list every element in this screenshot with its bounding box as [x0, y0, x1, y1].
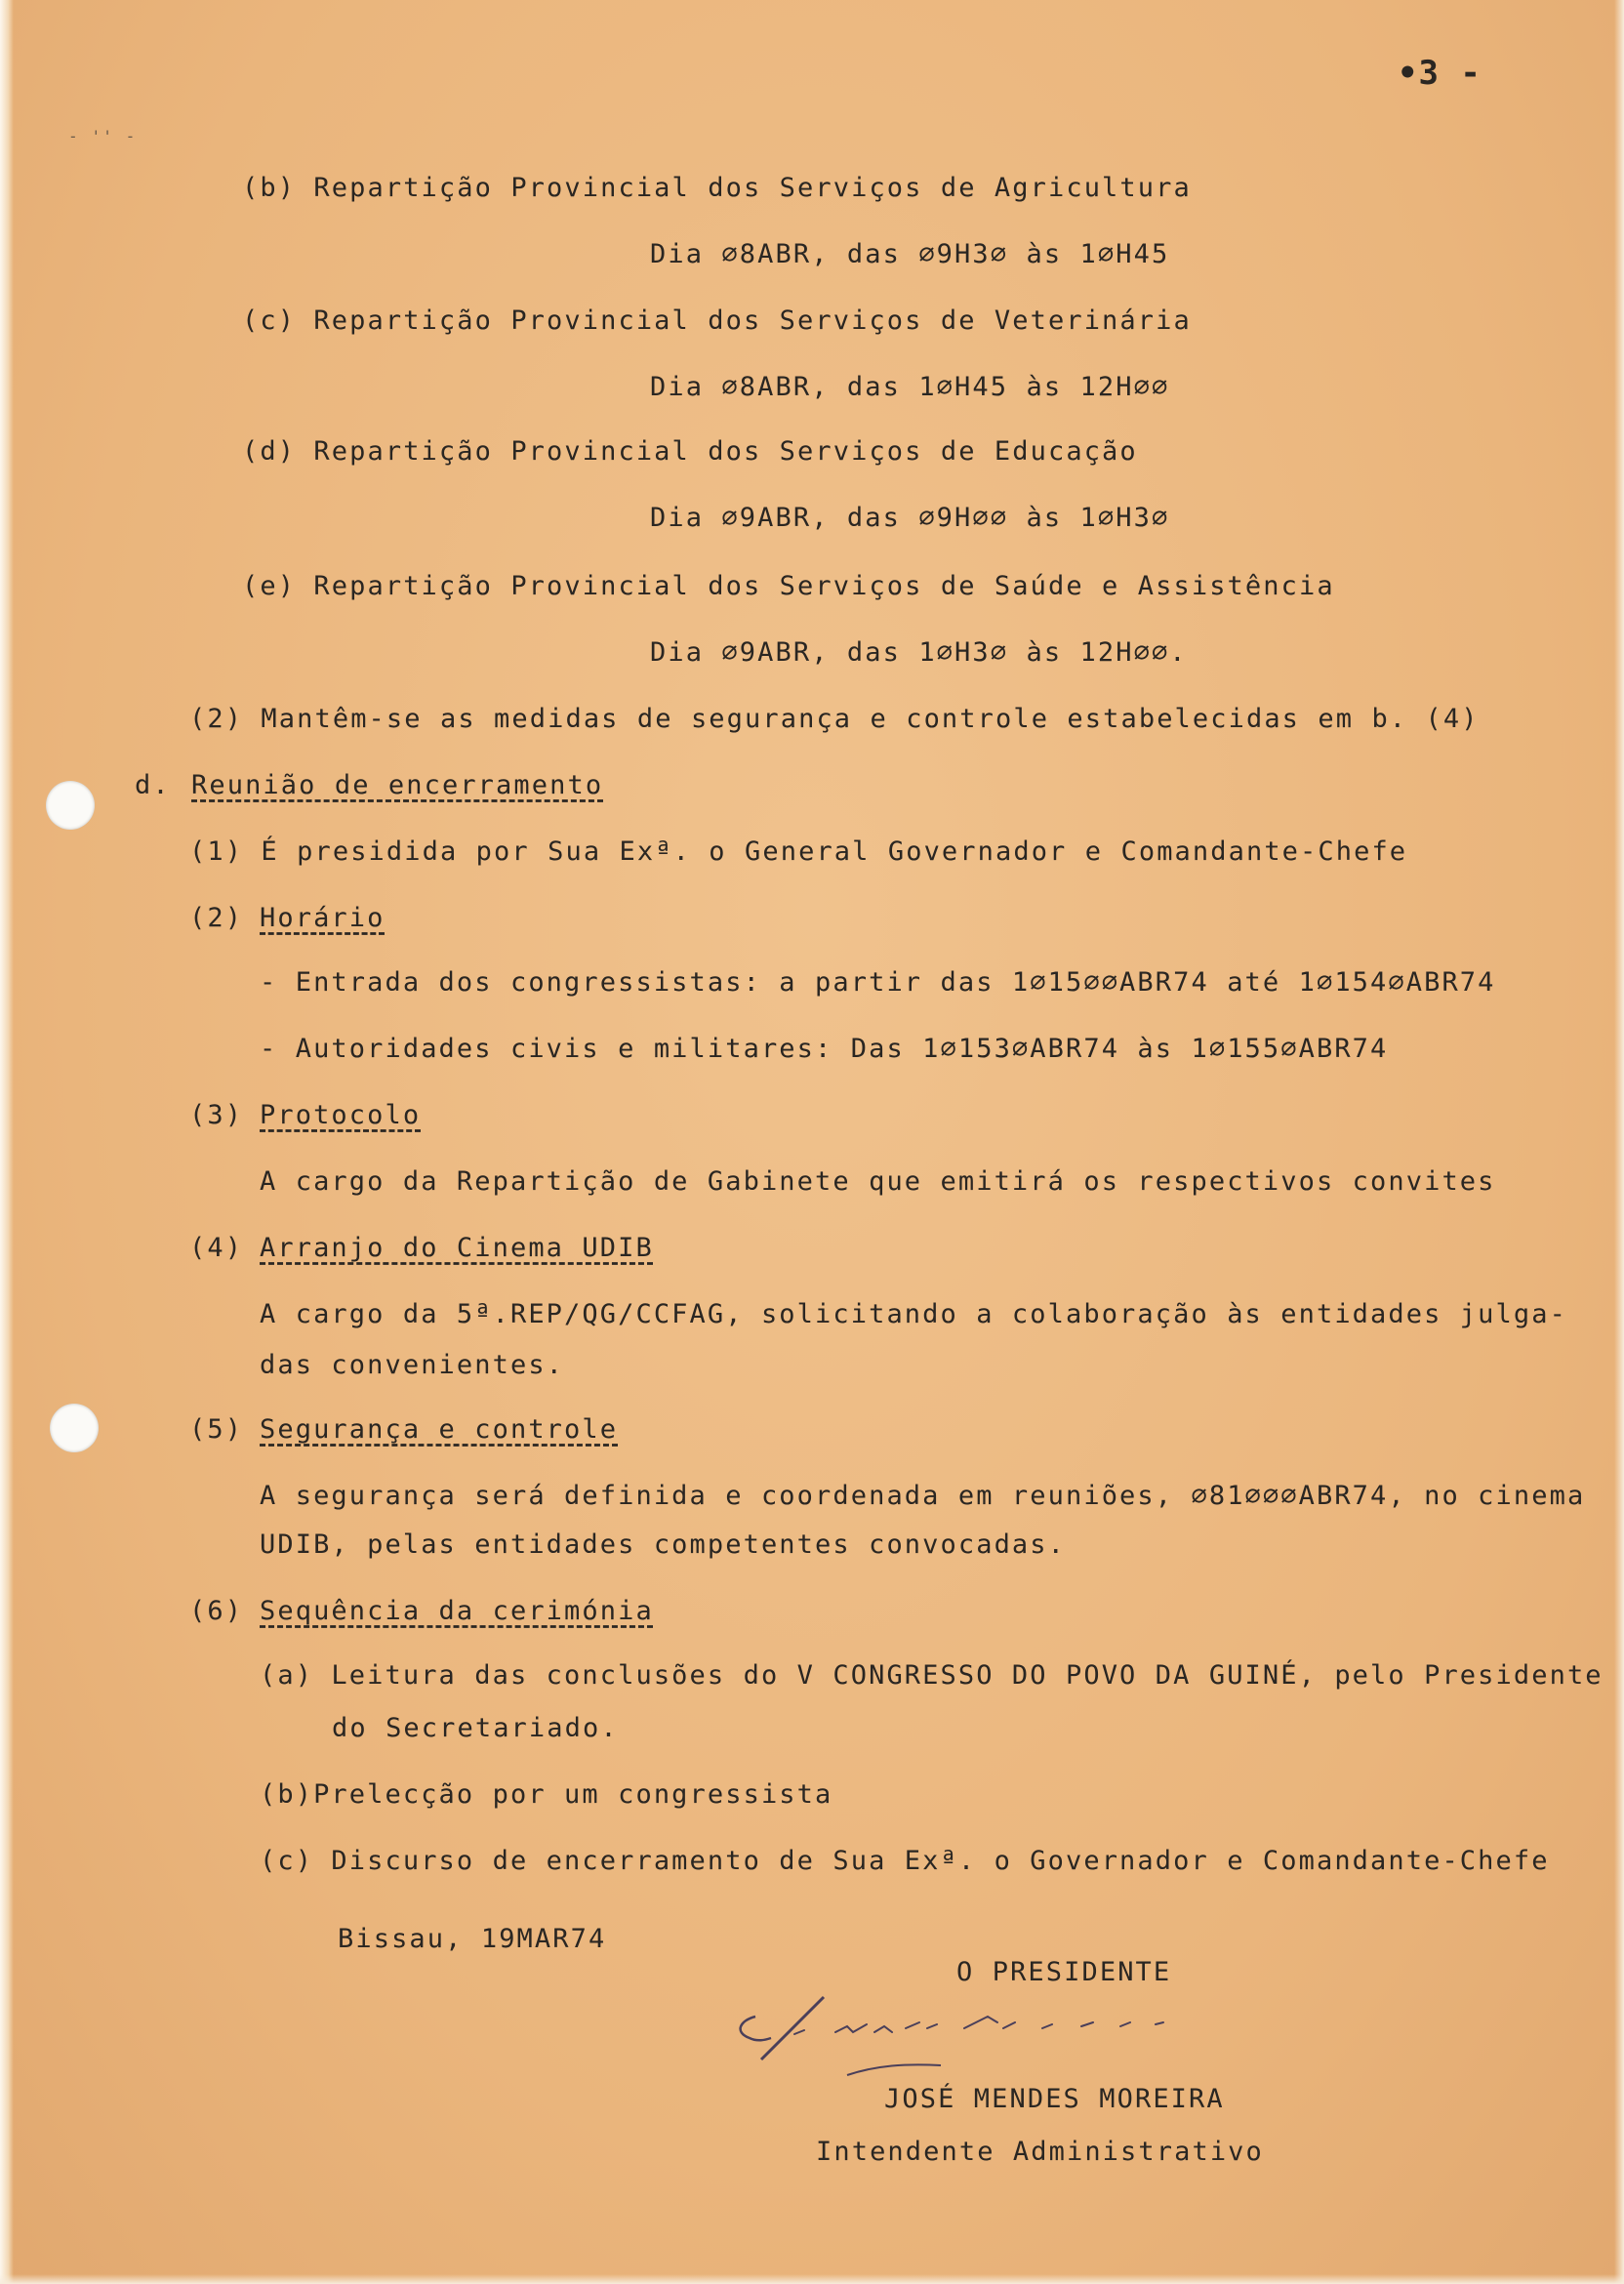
item-d-time: Dia ∅9ABR, das ∅9H∅∅ às 1∅H3∅	[650, 503, 1170, 533]
section-d-marker: d.	[135, 770, 171, 800]
paragraph-6-c: (c) Discurso de encerramento de Sua Exª. o Governador e Comandante-Chefe	[260, 1846, 1550, 1876]
paragraph-6-title: Sequência da cerimónia	[260, 1596, 654, 1626]
paper-edge-bottom	[0, 2274, 1624, 2284]
paragraph-2-line-1: - Entrada dos congressistas: a partir das 1∅15∅∅ABR74 até 1∅154∅ABR74	[260, 967, 1496, 998]
paper-edge-left	[0, 0, 14, 2284]
paragraph-1: (1) É presidida por Sua Exª. o General Governador e Comandante-Chefe	[189, 836, 1408, 867]
paper-edge-right	[1614, 0, 1624, 2284]
paragraph-3-text: A cargo da Repartição de Gabinete que emitirá os respectivos convites	[260, 1166, 1496, 1197]
paragraph-5-title: Segurança e controle	[260, 1414, 619, 1445]
paragraph-6-a-line-1: (a) Leitura das conclusões do V CONGRESSO DO POVO DA GUINÉ, pelo Presidente	[260, 1660, 1604, 1691]
paragraph-2-title: Horário	[260, 903, 386, 933]
section-d-title: Reunião de encerramento	[191, 770, 604, 800]
paragraph-3-title: Protocolo	[260, 1100, 422, 1130]
page-number: •3 -	[1398, 54, 1482, 93]
paragraph-5-number: (5)	[189, 1414, 244, 1445]
paragraph-6-b: (b)Prelecção por um congressista	[260, 1779, 833, 1810]
item-2-security: (2) Mantêm-se as medidas de segurança e controle estabelecidas em b. (4)	[189, 704, 1480, 734]
punch-hole-upper	[46, 781, 95, 830]
item-c-time: Dia ∅8ABR, das 1∅H45 às 12H∅∅	[650, 372, 1170, 402]
item-b-label: (b) Repartição Provincial dos Serviços de Agricultura	[242, 173, 1192, 203]
signatory-role: O PRESIDENTE	[956, 1957, 1172, 1987]
paragraph-4-text-1: A cargo da 5ª.REP/QG/CCFAG, solicitando a colaboração às entidades julga-	[260, 1299, 1567, 1329]
paragraph-6-a-line-2: do Secretariado.	[332, 1713, 619, 1743]
place-and-date: Bissau, 19MAR74	[338, 1924, 607, 1954]
paragraph-2-line-2: - Autoridades civis e militares: Das 1∅153∅ABR74 às 1∅155∅ABR74	[260, 1034, 1389, 1064]
paragraph-5-text-2: UDIB, pelas entidades competentes convocadas.	[260, 1529, 1066, 1560]
signatory-name: JOSÉ MENDES MOREIRA	[884, 2084, 1225, 2114]
paragraph-2-number: (2)	[189, 903, 244, 933]
paragraph-4-title: Arranjo do Cinema UDIB	[260, 1233, 654, 1263]
item-d-label: (d) Repartição Provincial dos Serviços de Educação	[242, 436, 1138, 467]
paragraph-4-number: (4)	[189, 1233, 244, 1263]
corner-mark: - '' -	[68, 127, 138, 145]
paragraph-4-text-2: das convenientes.	[260, 1350, 565, 1380]
item-e-time: Dia ∅9ABR, das 1∅H3∅ às 12H∅∅.	[650, 637, 1188, 668]
paragraph-3-number: (3)	[189, 1100, 244, 1130]
signatory-title: Intendente Administrativo	[816, 2137, 1264, 2167]
item-e-label: (e) Repartição Provincial dos Serviços de Saúde e Assistência	[242, 571, 1335, 601]
item-c-label: (c) Repartição Provincial dos Serviços de Veterinária	[242, 306, 1192, 336]
paragraph-6-number: (6)	[189, 1596, 244, 1626]
punch-hole-lower	[50, 1404, 99, 1452]
paragraph-5-text-1: A segurança será definida e coordenada em reuniões, ∅81∅∅∅ABR74, no cinema	[260, 1481, 1586, 1511]
item-b-time: Dia ∅8ABR, das ∅9H3∅ às 1∅H45	[650, 239, 1170, 269]
handwritten-signature	[710, 1989, 1335, 2097]
